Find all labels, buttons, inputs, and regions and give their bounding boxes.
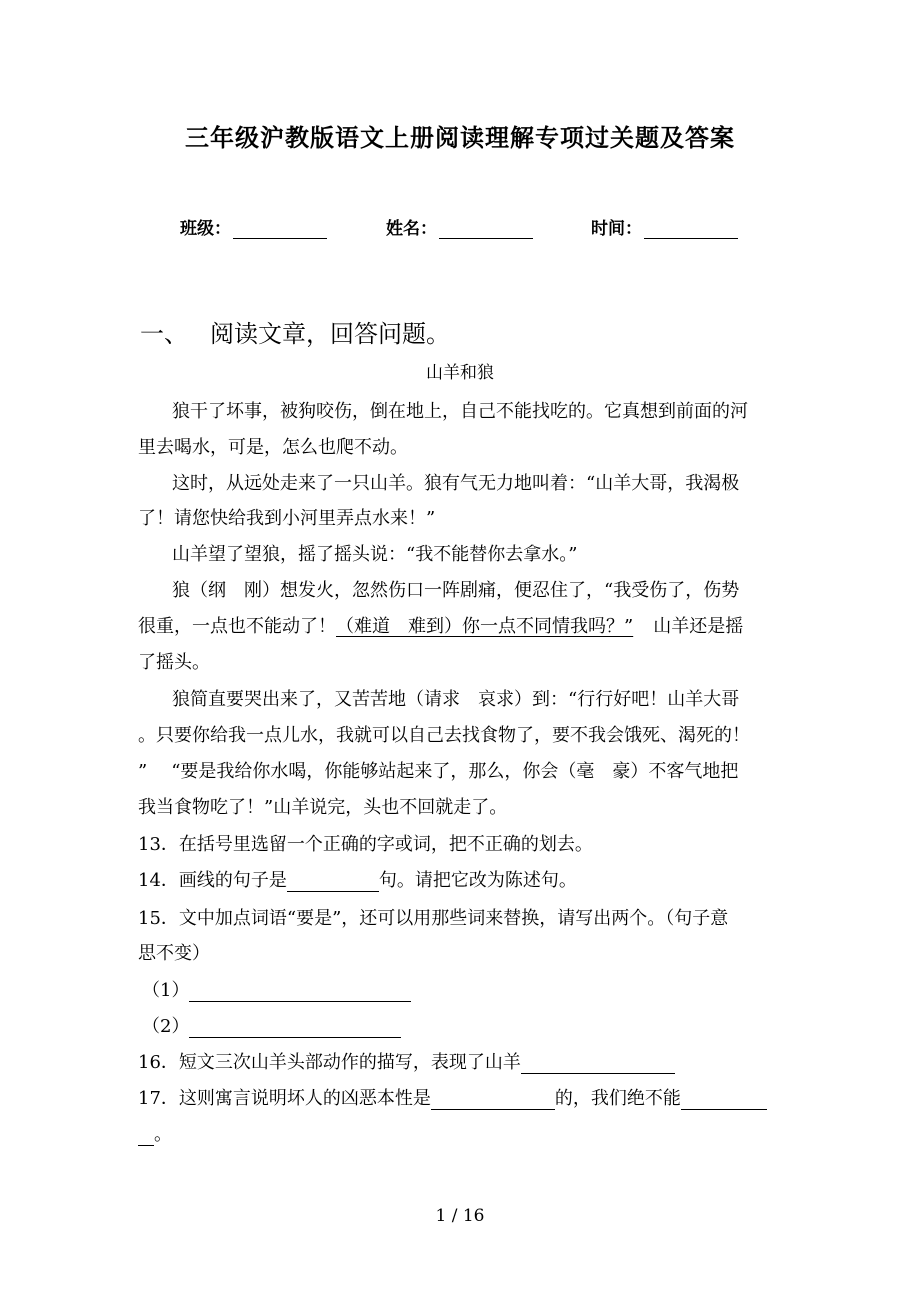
question-text: 17．这则寓言说明坏人的凶恶本性是 [138, 1088, 431, 1109]
question-15-cont: 思不变） [138, 943, 210, 964]
question-15: 15．文中加点词语“要是”，还可以用那些词来替换，请写出两个。（句子意 [138, 908, 729, 929]
story-line: 了摇头。 [138, 652, 210, 673]
story-text: 很重，一点也不能动了！ [138, 616, 336, 637]
time-label: 时间： [591, 219, 642, 239]
name-label: 姓名： [386, 219, 437, 239]
question-17-cont [138, 1120, 172, 1146]
class-blank[interactable] [233, 220, 327, 239]
story-line: 了！请您快给我到小河里弄点水来！” [138, 508, 436, 529]
class-field [180, 214, 327, 239]
option-label: （2） [142, 1016, 190, 1037]
question-17 [138, 1084, 767, 1110]
answer-blank[interactable] [521, 1055, 675, 1074]
option-label: （1） [142, 980, 190, 1001]
story-line: 狼干了坏事，被狗咬伤，倒在地上，自己不能找吃的。它真想到前面的河 [172, 401, 748, 422]
document-title: 三年级沪教版语文上册阅读理解专项过关题及答案 [185, 123, 735, 152]
story-text: “要是我给你水喝，你能够站起来了，那么，你会（毫 豪）不客气地把 [171, 761, 739, 782]
answer-blank[interactable] [287, 873, 379, 892]
time-field [591, 214, 738, 239]
story-line [138, 612, 743, 638]
answer-blank[interactable] [189, 983, 411, 1002]
question-text: 。 [154, 1124, 172, 1145]
story-line: 这时，从远处走来了一只山羊。狼有气无力地叫着：“山羊大哥，我渴极 [172, 473, 740, 494]
question-text: 14．画线的句子是 [138, 870, 287, 891]
story-line [138, 757, 738, 783]
story-title: 山羊和狼 [426, 363, 494, 383]
page-number: 1 / 16 [435, 1206, 485, 1226]
story-line: 里去喝水，可是，怎么也爬不动。 [138, 437, 408, 458]
answer-blank[interactable] [431, 1091, 555, 1110]
question-15-option-2 [142, 1012, 401, 1038]
story-line: 山羊望了望狼，摇了摇头说：“我不能替你去拿水。” [172, 544, 578, 565]
section-number: 一、 [140, 320, 188, 348]
class-label: 班级： [180, 219, 231, 239]
underlined-sentence: （难道 难到）你一点不同情我吗？” [336, 616, 634, 637]
story-line: 狼（纲 刚）想发火，忽然伤口一阵剧痛，便忍住了，“我受伤了，伤势 [172, 580, 740, 601]
section-heading [140, 314, 450, 349]
story-text: 山羊还是摇 [653, 616, 744, 637]
question-text: 16．短文三次山羊头部动作的描写，表现了山羊 [138, 1052, 521, 1073]
story-line: 狼简直要哭出来了，又苦苦地（请求 哀求）到：“行行好吧！山羊大哥 [172, 689, 740, 710]
story-line: 。只要你给我一点儿水，我就可以自己去找食物了，要不我会饿死、渴死的！ [138, 725, 750, 746]
question-14 [138, 866, 577, 892]
time-blank[interactable] [644, 220, 738, 239]
question-16 [138, 1048, 675, 1074]
name-field [386, 214, 533, 239]
answer-blank[interactable] [681, 1091, 767, 1110]
question-13: 13．在括号里选留一个正确的字或词，把不正确的划去。 [138, 834, 593, 855]
answer-blank[interactable] [189, 1019, 401, 1038]
answer-blank[interactable] [138, 1127, 154, 1146]
question-text: 的，我们绝不能 [554, 1088, 681, 1109]
name-blank[interactable] [439, 220, 533, 239]
story-text: ” [138, 761, 148, 782]
section-title: 阅读文章，回答问题。 [210, 320, 450, 348]
story-line: 我当食物吃了！”山羊说完，头也不回就走了。 [138, 797, 508, 818]
question-text: 句。请把它改为陈述句。 [378, 870, 577, 891]
question-15-option-1 [142, 976, 411, 1002]
